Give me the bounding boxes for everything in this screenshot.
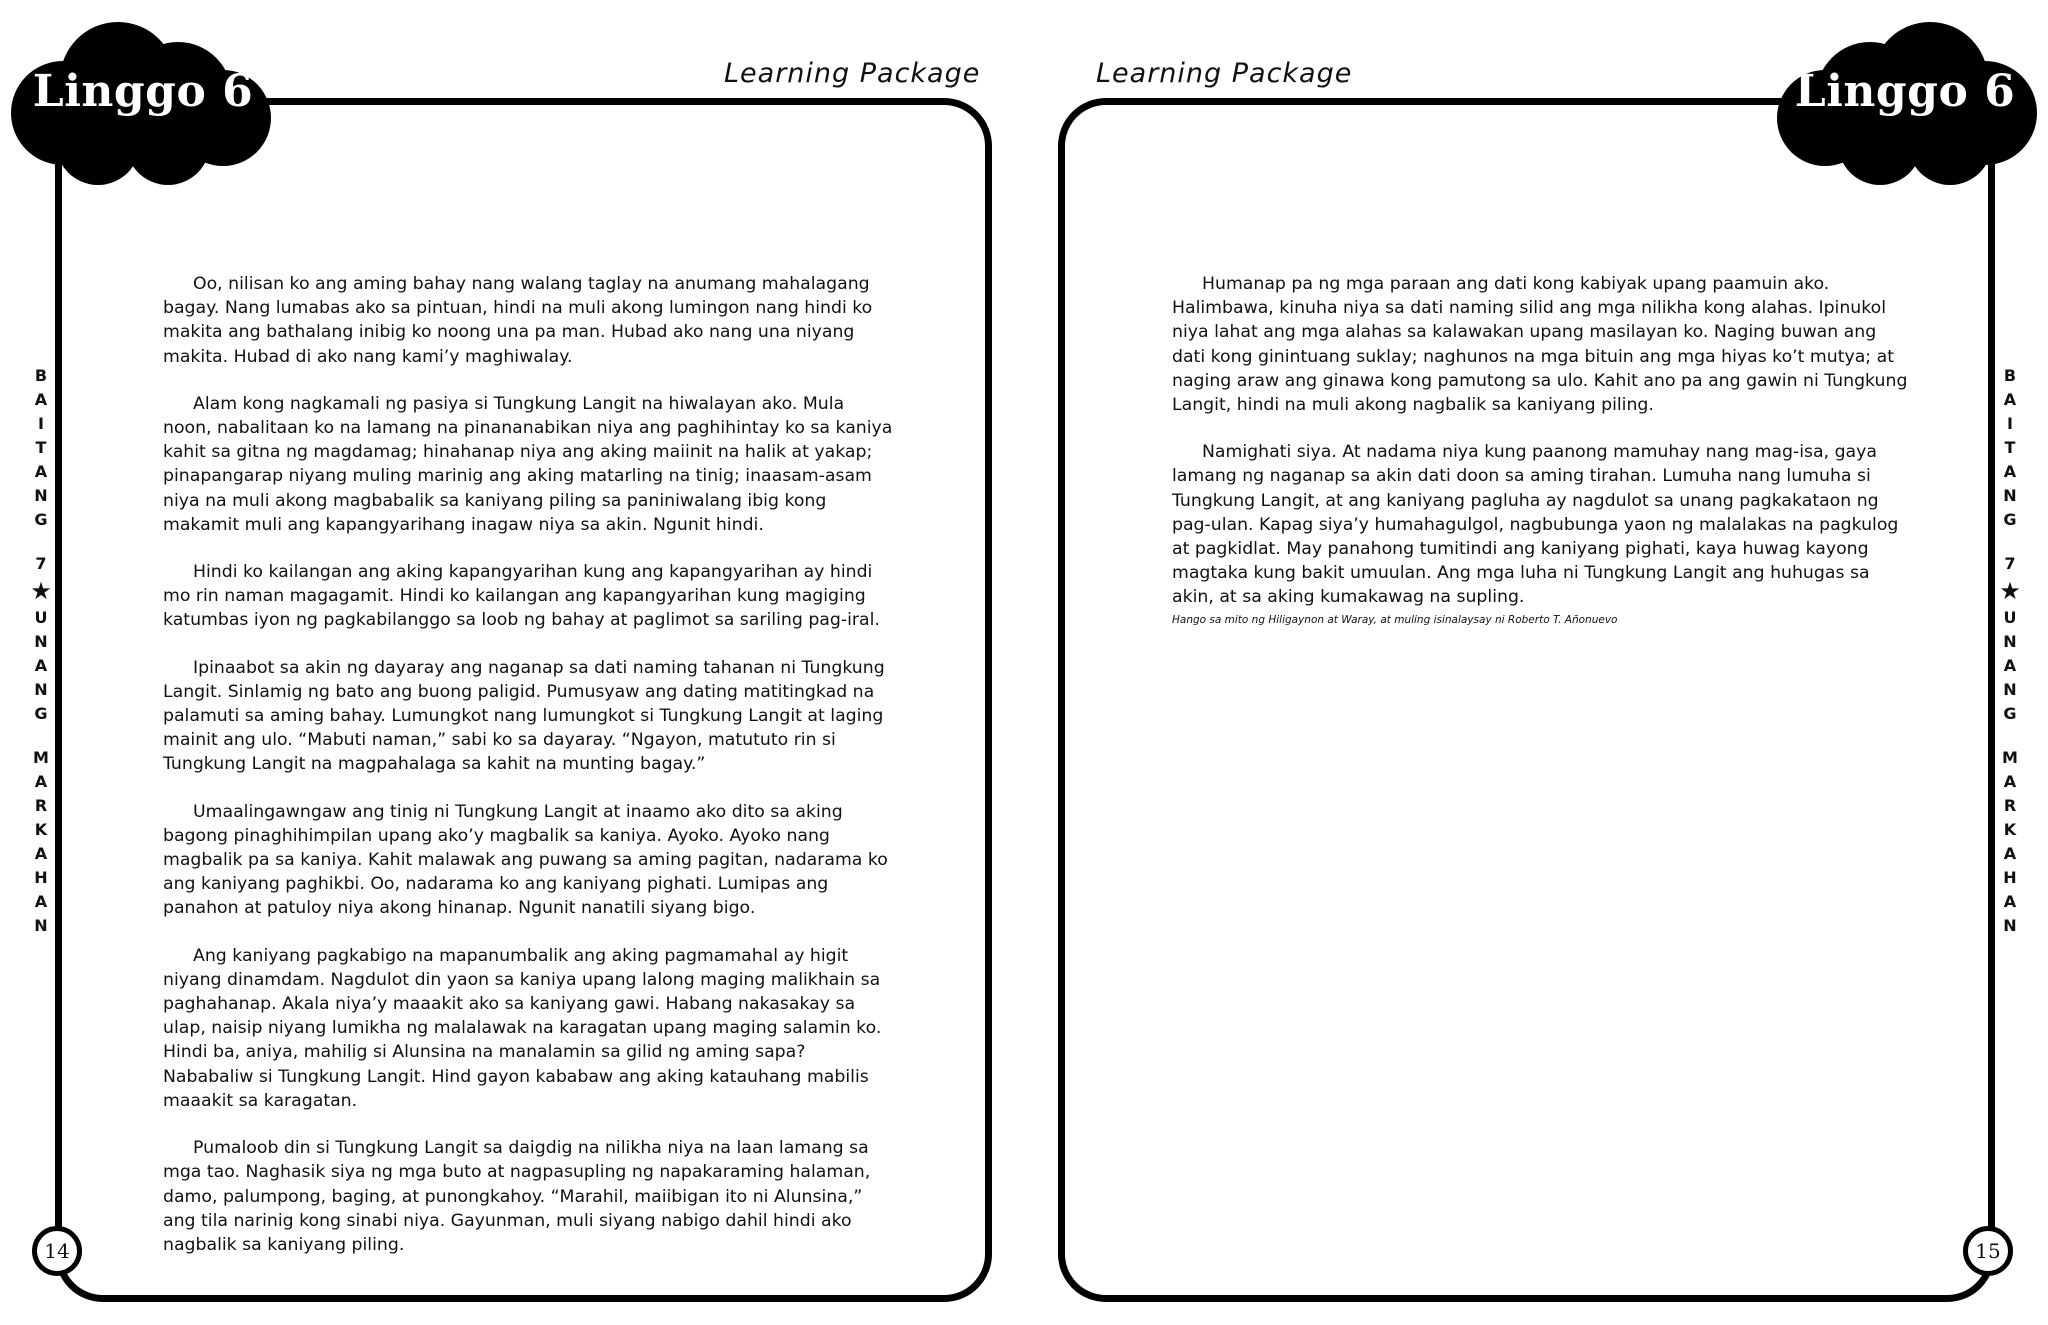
paragraph: Humanap pa ng mga paraan ang dati kong kabiyak upang paamuin ako. Halimbawa, kinuha niya sa dati naming silid ang mga nilikha kong alahas. Ipinukol niya lahat ang mga alahas sa kalawakan upang masilayan ko. Naging buwan ang dati kong ginintuang suklay; naghunos na mga bituin ang mga hiyas ko’t mutya; at naging araw ang ginawa kong pamutong sa ulo. Kahit ano pa ang gawin ni Tungkung Langit, hindi na muli akong nagbalik sa kaniyang piling. [1172, 274, 1908, 416]
side-letter: A [2003, 772, 2017, 791]
side-letter: N [2003, 680, 2017, 699]
side-letter: T [35, 438, 47, 457]
side-letter: A [2003, 656, 2017, 675]
grade-number: 7 [2004, 554, 2016, 573]
side-letter: A [34, 390, 48, 409]
side-letter: B [34, 366, 48, 385]
side-tab-right [1993, 364, 2027, 938]
side-letter: R [2003, 796, 2017, 815]
side-letter: A [2003, 390, 2017, 409]
side-letter: H [34, 868, 48, 887]
side-letter: G [2003, 510, 2017, 529]
side-letter: B [2003, 366, 2017, 385]
side-letter: A [34, 462, 48, 481]
source-note: Hango sa mito ng Hiligaynon at Waray, at muling isinalaysay ni Roberto T. Añonuevo [1172, 613, 1618, 626]
side-letter: G [2003, 704, 2017, 723]
side-letter: N [2003, 916, 2017, 935]
side-letter: N [2003, 486, 2017, 505]
star-icon: ★ [30, 577, 52, 605]
paragraph: Ipinaabot sa akin ng dayaray ang naganap sa dati naming tahanan ni Tungkung Langit. Sinlamig ng bato ang buong paligid. Pumusyaw ang dating matitingkad na palamuti sa aming bahay. Lumungkot nang lumungkot si Tungkung Langit at laging mainit ang ulo. “Mabuti naman,” sabi ko sa dayaray. “Ngayon, matututo rin si Tungkung Langit na magpahalaga sa kahit na munting bagay.” [163, 657, 885, 775]
side-letter: A [34, 892, 48, 911]
side-letter: H [2003, 868, 2017, 887]
side-letter: A [2003, 892, 2017, 911]
side-letter: A [2003, 462, 2017, 481]
side-letter: R [34, 796, 48, 815]
side-letter: M [2002, 748, 2018, 767]
page-number: 15 [1963, 1226, 2013, 1276]
week-badge-right [1770, 18, 2040, 188]
side-letter: I [38, 414, 44, 433]
side-letter: N [34, 486, 48, 505]
side-letter: I [2007, 414, 2013, 433]
side-letter: A [34, 656, 48, 675]
side-letter: A [2003, 844, 2017, 863]
star-icon: ★ [1999, 577, 2021, 605]
grade-number: 7 [35, 554, 47, 573]
side-letter: A [34, 844, 48, 863]
paragraph: Namighati siya. At nadama niya kung paanong mamuhay nang mag-isa, gaya lamang ng naganap sa akin dati doon sa aming tirahan. Lumuha nang lumuha si Tungkung Langit, at ang kaniyang pagluha ay nagdulot sa unang pagkakataon ng pag-ulan. Kapag siya’y humahagulgol, nagbubunga yaon ng malalakas na pagkulog at pagkidlat. May panahong tumitindi ang kaniyang pighati, kaya huwag kayong magtaka kung bakit umuulan. Ang mga luha ni Tungkung Langit ang huhugas sa akin, at sa aking kumakawag na supling. [1172, 442, 1899, 608]
paragraph: Hindi ko kailangan ang aking kapangyarihan kung ang kapangyarihan ay hindi mo rin naman magagamit. Hindi ko kailangan ang kapangyarihan kung magiging katumbas iyon ng pagkabilanggo sa loob ng bahay at paglimot sa sariling pag-iral. [163, 562, 880, 631]
side-letter: T [2004, 438, 2016, 457]
week-badge-label: Linggo 6 [1794, 66, 2016, 117]
side-letter: G [34, 704, 48, 723]
paragraph: Alam kong nagkamali ng pasiya si Tungkung Langit na hiwalayan ako. Mula noon, nabalitaan ko na lamang na pinananabikan niya ang paghihintay ko sa kaniya kahit sa gitna ng magdamag; hinahanap niya ang aking maiinit na halik at yakap; pinapangarap niyang muling marinig ang aking matarling na tinig; inaasam-asam niya na muli akong magbabalik sa kaniyang piling sa paniniwalang ibig kong makamit muli ang kapangyarihang inagaw niya sa akin. Ngunit hindi. [163, 393, 893, 535]
left-page-body [163, 272, 893, 1280]
side-letter: N [2003, 632, 2017, 651]
header-label: Learning Package [1096, 58, 1353, 89]
week-badge-label: Linggo 6 [32, 66, 254, 117]
right-page-body [1172, 272, 1912, 637]
paragraph: Ang kaniyang pagkabigo na mapanumbalik ang aking pagmamahal ay higit niyang dinamdam. Nagdulot din yaon sa kaniya upang lalong maging malikhain sa paghahanap. Akala niya’y maaakit ako sa kaniyang gawi. Habang nakasakay sa ulap, naisip niyang lumikha ng malalawak na karagatan upang maging salamin ko. Hindi ba, aniya, mahilig si Alunsina na manalamin sa gilid ng aming sapa? Nababaliw si Tungkung Langit. Hind gayon kababaw ang aking katauhang mabilis maaakit sa karagatan. [163, 945, 882, 1111]
side-letter: A [34, 772, 48, 791]
side-letter: N [34, 680, 48, 699]
side-letter: G [34, 510, 48, 529]
side-letter: N [34, 632, 48, 651]
paragraph: Oo, nilisan ko ang aming bahay nang walang taglay na anumang mahalagang bagay. Nang lumabas ako sa pintuan, hindi na muli akong lumingon nang hindi ko makita ang bathalang inibig ko noong una pa man. Hubad ako nang una niyang makita. Hubad di ako nang kami’y maghiwalay. [163, 274, 873, 367]
paragraph: Pumaloob din si Tungkung Langit sa daigdig na nilikha niya na laan lamang sa mga tao. Naghasik siya ng mga buto at nagpasupling ng napakaraming halaman, damo, palumpong, baging, at punongkahoy. “Marahil, maiibigan ito ni Alunsina,” ang tila narinig kong sinabi niya. Gayunman, muli siyang nabigo dahil hindi ako nagbalik sa kaniyang piling. [163, 1138, 871, 1255]
header-label: Learning Package [724, 58, 981, 89]
side-letter: N [34, 916, 48, 935]
side-letter: U [2003, 608, 2017, 627]
week-badge-left [8, 18, 278, 188]
page-number: 14 [32, 1226, 82, 1276]
side-letter: M [33, 748, 49, 767]
side-letter: U [34, 608, 48, 627]
paragraph: Umaalingawngaw ang tinig ni Tungkung Langit at inaamo ako dito sa aking bagong pinaghihimpilan upang ako’y magbalik sa kaniya. Ayoko. Ayoko nang magbalik pa sa kaniya. Kahit malawak ang puwang sa aming pagitan, nadarama ko ang kaniyang paghikbi. Oo, nadarama ko ang kaniyang pighati. Lumipas ang panahon at patuloy niya akong hinanap. Ngunit nanatili siyang bigo. [163, 801, 888, 919]
side-tab-left [24, 364, 58, 938]
side-letter: K [34, 820, 48, 839]
side-letter: K [2003, 820, 2017, 839]
